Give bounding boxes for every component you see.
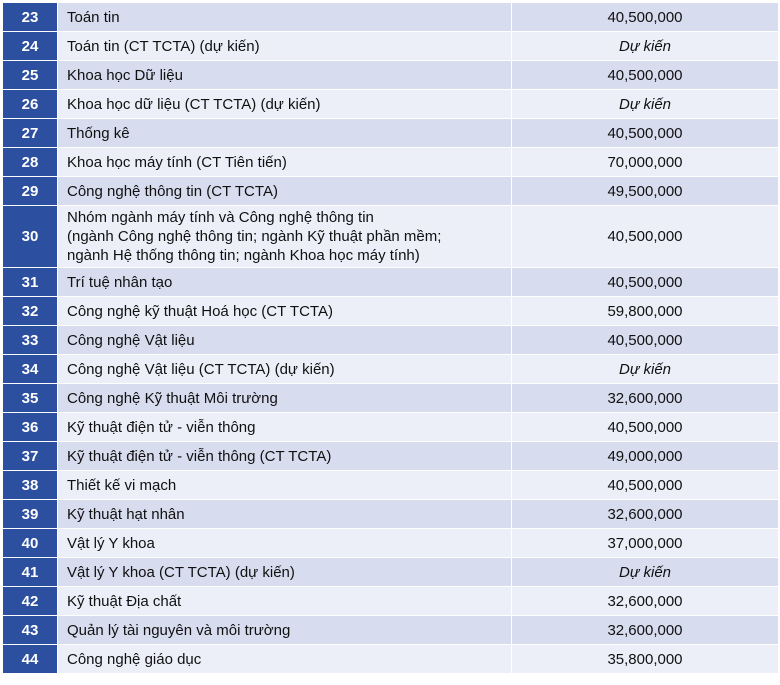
table-row bbox=[3, 558, 779, 587]
table-row bbox=[3, 471, 779, 500]
row-number: 31 bbox=[3, 268, 58, 297]
table-row bbox=[3, 32, 779, 61]
row-number: 25 bbox=[3, 61, 58, 90]
table-row bbox=[3, 119, 779, 148]
row-number: 40 bbox=[3, 529, 58, 558]
program-name: Quản lý tài nguyên và môi trường bbox=[58, 616, 512, 645]
table-row bbox=[3, 645, 779, 674]
row-number: 34 bbox=[3, 355, 58, 384]
program-name: Công nghệ Kỹ thuật Môi trường bbox=[58, 384, 512, 413]
row-number: 23 bbox=[3, 3, 58, 32]
tuition-fee: 32,600,000 bbox=[512, 500, 779, 529]
table-row bbox=[3, 326, 779, 355]
program-name: Công nghệ thông tin (CT TCTA) bbox=[58, 177, 512, 206]
program-name: Khoa học dữ liệu (CT TCTA) (dự kiến) bbox=[58, 90, 512, 119]
table-row bbox=[3, 384, 779, 413]
program-name: Công nghệ kỹ thuật Hoá học (CT TCTA) bbox=[58, 297, 512, 326]
table-row bbox=[3, 268, 779, 297]
table-row bbox=[3, 587, 779, 616]
program-name: Thiết kế vi mạch bbox=[58, 471, 512, 500]
row-number: 39 bbox=[3, 500, 58, 529]
program-name: Trí tuệ nhân tạo bbox=[58, 268, 512, 297]
tuition-fee: Dự kiến bbox=[512, 32, 779, 61]
program-name: Toán tin bbox=[58, 3, 512, 32]
tuition-fee: 40,500,000 bbox=[512, 268, 779, 297]
program-name: Kỹ thuật điện tử - viễn thông (CT TCTA) bbox=[58, 442, 512, 471]
tuition-fee: 40,500,000 bbox=[512, 413, 779, 442]
tuition-fee: Dự kiến bbox=[512, 558, 779, 587]
tuition-fee: 32,600,000 bbox=[512, 587, 779, 616]
row-number: 26 bbox=[3, 90, 58, 119]
tuition-fee: 49,500,000 bbox=[512, 177, 779, 206]
table-row bbox=[3, 61, 779, 90]
tuition-fee: Dự kiến bbox=[512, 90, 779, 119]
tuition-fee: 70,000,000 bbox=[512, 148, 779, 177]
table-row bbox=[3, 529, 779, 558]
tuition-table bbox=[2, 2, 779, 674]
row-number: 33 bbox=[3, 326, 58, 355]
row-number: 35 bbox=[3, 384, 58, 413]
tuition-fee: 49,000,000 bbox=[512, 442, 779, 471]
row-number: 37 bbox=[3, 442, 58, 471]
row-number: 38 bbox=[3, 471, 58, 500]
tuition-fee: 40,500,000 bbox=[512, 206, 779, 268]
table-row bbox=[3, 413, 779, 442]
table-row bbox=[3, 442, 779, 471]
program-name: Công nghệ Vật liệu (CT TCTA) (dự kiến) bbox=[58, 355, 512, 384]
tuition-fee: 40,500,000 bbox=[512, 61, 779, 90]
row-number: 27 bbox=[3, 119, 58, 148]
program-name: Thống kê bbox=[58, 119, 512, 148]
program-name bbox=[58, 206, 512, 268]
tuition-fee: 59,800,000 bbox=[512, 297, 779, 326]
program-name-line: ngành Hệ thống thông tin; ngành Khoa học máy tính) bbox=[67, 247, 420, 264]
tuition-fee: 35,800,000 bbox=[512, 645, 779, 674]
program-name: Vật lý Y khoa (CT TCTA) (dự kiến) bbox=[58, 558, 512, 587]
tuition-fee: Dự kiến bbox=[512, 355, 779, 384]
program-name: Toán tin (CT TCTA) (dự kiến) bbox=[58, 32, 512, 61]
table-row bbox=[3, 355, 779, 384]
program-name: Kỹ thuật điện tử - viễn thông bbox=[58, 413, 512, 442]
row-number: 42 bbox=[3, 587, 58, 616]
row-number: 29 bbox=[3, 177, 58, 206]
tuition-fee: 32,600,000 bbox=[512, 384, 779, 413]
tuition-fee: 32,600,000 bbox=[512, 616, 779, 645]
program-name: Vật lý Y khoa bbox=[58, 529, 512, 558]
table-row bbox=[3, 148, 779, 177]
program-name-line: (ngành Công nghệ thông tin; ngành Kỹ thuật phần mềm; bbox=[67, 228, 442, 245]
table-row bbox=[3, 297, 779, 326]
table-row bbox=[3, 90, 779, 119]
row-number: 28 bbox=[3, 148, 58, 177]
row-number: 24 bbox=[3, 32, 58, 61]
table-row bbox=[3, 3, 779, 32]
row-number: 32 bbox=[3, 297, 58, 326]
table-row bbox=[3, 500, 779, 529]
program-name: Kỹ thuật Địa chất bbox=[58, 587, 512, 616]
table-row bbox=[3, 616, 779, 645]
table-row bbox=[3, 206, 779, 268]
program-name: Khoa học Dữ liệu bbox=[58, 61, 512, 90]
tuition-fee: 40,500,000 bbox=[512, 3, 779, 32]
tuition-fee: 40,500,000 bbox=[512, 326, 779, 355]
table-row bbox=[3, 177, 779, 206]
tuition-fee: 40,500,000 bbox=[512, 471, 779, 500]
row-number: 36 bbox=[3, 413, 58, 442]
program-name: Công nghệ Vật liệu bbox=[58, 326, 512, 355]
row-number: 43 bbox=[3, 616, 58, 645]
program-name: Kỹ thuật hạt nhân bbox=[58, 500, 512, 529]
program-name: Công nghệ giáo dục bbox=[58, 645, 512, 674]
row-number: 44 bbox=[3, 645, 58, 674]
tuition-fee: 40,500,000 bbox=[512, 119, 779, 148]
program-name-line: Nhóm ngành máy tính và Công nghệ thông tin bbox=[67, 209, 374, 226]
row-number: 41 bbox=[3, 558, 58, 587]
row-number: 30 bbox=[3, 206, 58, 268]
tuition-fee: 37,000,000 bbox=[512, 529, 779, 558]
program-name: Khoa học máy tính (CT Tiên tiến) bbox=[58, 148, 512, 177]
